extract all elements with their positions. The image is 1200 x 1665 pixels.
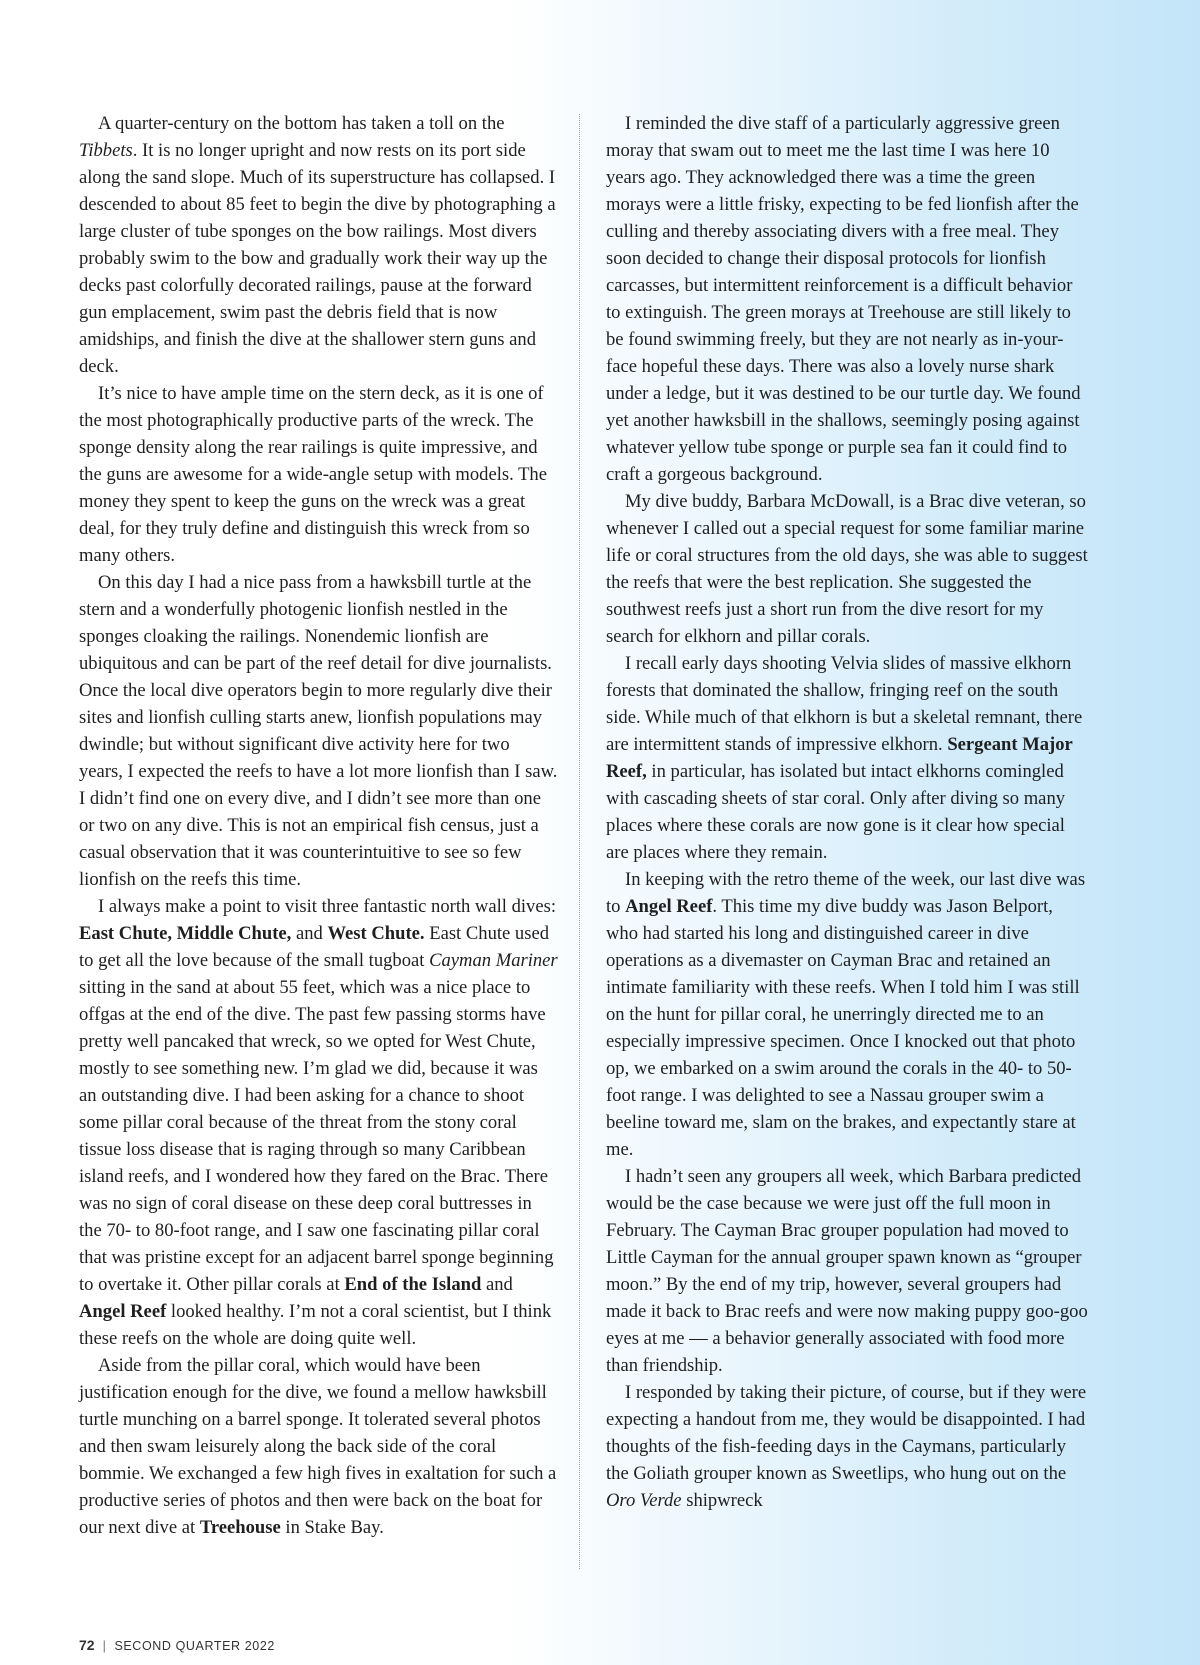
- paragraph: [79, 1352, 558, 1541]
- text: sitting in the sand at about 55 feet, which was a nice place to offgas at the end of the dive. The past few passing storms have pretty well pancaked that wreck, so we opted for West Chute, mostly to see something new. I’m glad we did, because it was an outstanding dive. I had been asking for a chance to shoot some pillar coral because of the threat from the stony coral tissue loss disease that is raging through so many Caribbean island reefs, and I wondered how they fared on the Brac. There was no sign of coral disease on these deep coral buttresses in the 70- to 80-foot range, and I saw one fascinating pillar coral that was pristine except for an adjacent barrel sponge beginning to overtake it. Other pillar corals at: [79, 977, 554, 1295]
- page-number: 72: [79, 1637, 95, 1653]
- dive-site-name: Sergeant Major Reef,: [606, 734, 1073, 782]
- paragraph: [606, 1379, 1088, 1514]
- text: . This time my dive buddy was Jason Belport, who had started his long and distinguished career in dive operations as a divemaster on Cayman Brac and retained an intimate familiarity with these reefs. When I told him I was still on the hunt for pillar coral, he unerringly directed me to an especially impressive specimen. Once I knocked out that photo op, we embarked on a swim around the corals in the 40- to 50-foot range. I was delighted to see a Nassau grouper swim a beeline toward me, slam on the brakes, and expectantly stare at me.: [606, 896, 1080, 1160]
- text: in Stake Bay.: [280, 1517, 384, 1538]
- column-divider: [579, 114, 580, 1569]
- ship-name: Tibbets: [79, 140, 133, 161]
- paragraph: [79, 110, 558, 380]
- text: . It is no longer upright and now rests on its port side along the sand slope. Much of its superstructure has collapsed. I descended to about 85 feet to begin the dive by photographing a large cluster of tube sponges on the bow railings. Most divers probably swim to the bow and gradually work their way up the decks past colorfully decorated railings, pause at the forward gun emplacement, swim past the debris field that is now amidships, and finish the dive at the shallower stern guns and deck.: [79, 140, 556, 377]
- text: I recall early days shooting Velvia slides of massive elkhorn forests that dominated the shallow, fringing reef on the south side. While much of that elkhorn is but a skeletal remnant, there are intermittent stands of impressive elkhorn.: [606, 653, 1083, 755]
- ship-name: Oro Verde: [606, 1490, 682, 1511]
- paragraph: [79, 893, 558, 1352]
- dive-site-name: Angel Reef: [79, 1301, 167, 1322]
- text: Aside from the pillar coral, which would have been justification enough for the dive, we found a mellow hawksbill turtle munching on a barrel sponge. It tolerated several photos and then swam leisurely along the back side of the coral bommie. We exchanged a few high fives in exaltation for such a productive series of photos and then were back on the boat for our next dive at: [79, 1355, 557, 1538]
- text: In keeping with the retro theme of the week, our last dive was to: [606, 869, 1086, 917]
- text: A quarter-century on the bottom has taken a toll on the: [98, 113, 505, 134]
- page-footer: [79, 1637, 275, 1653]
- text: and: [291, 923, 328, 944]
- dive-site-name: End of the Island: [344, 1274, 482, 1295]
- text: shipwreck: [681, 1490, 763, 1511]
- dive-site-name: Treehouse: [199, 1517, 281, 1538]
- ship-name: Cayman Mariner: [429, 950, 558, 971]
- text: East Chute used to get all the love because of the small tugboat: [79, 923, 550, 971]
- paragraph: On this day I had a nice pass from a hawksbill turtle at the stern and a wonderfully photogenic lionfish nestled in the sponges cloaking the railings. Nonendemic lionfish are ubiquitous and can be part of the reef detail for dive journalists. Once the local dive operators begin to more regularly dive their sites and lionfish culling starts anew, lionfish populations may dwindle; but without significant dive activity here for two years, I expected the reefs to have a lot more lionfish than I saw. I didn’t find one on every dive, and I didn’t see more than one or two on any dive. This is not an empirical fish census, just a casual observation that it was counterintuitive to see so few lionfish on the reefs this time.: [79, 572, 558, 890]
- text: looked healthy. I’m not a coral scientist, but I think these reefs on the whole are doing quite well.: [79, 1301, 552, 1349]
- dive-site-name: Angel Reef: [625, 896, 713, 917]
- paragraph: I reminded the dive staff of a particularly aggressive green moray that swam out to meet me the last time I was here 10 years ago. They acknowledged there was a time the green morays were a little frisky, expecting to be fed lionfish after the culling and thereby associating divers with a free meal. They soon decided to change their disposal protocols for lionfish carcasses, but intermittent reinforcement is a difficult behavior to extinguish. The green morays at Treehouse are still likely to be found swimming freely, but they are not nearly as in-your-face hopeful these days. There was also a lovely nurse shark under a ledge, but it was destined to be our turtle day. We found yet another hawksbill in the shallows, seemingly posing against whatever yellow tube sponge or purple sea fan it could find to craft a gorgeous background.: [606, 113, 1081, 485]
- paragraph: [606, 650, 1088, 866]
- right-column: [606, 110, 1088, 1514]
- issue-label: SECOND QUARTER 2022: [114, 1639, 275, 1653]
- left-column: [79, 110, 558, 1541]
- paragraph: [606, 866, 1088, 1163]
- text: I always make a point to visit three fantastic north wall dives:: [98, 896, 557, 917]
- text: and: [481, 1274, 513, 1295]
- paragraph: My dive buddy, Barbara McDowall, is a Brac dive veteran, so whenever I called out a special request for some familiar marine life or coral structures from the old days, she was able to suggest the reefs that were the best replication. She suggested the southwest reefs just a short run from the dive resort for my search for elkhorn and pillar corals.: [606, 491, 1088, 647]
- text: I responded by taking their picture, of course, but if they were expecting a handout from me, they would be disappointed. I had thoughts of the fish-feeding days in the Caymans, particularly the Goliath grouper known as Sweetlips, who hung out on the: [606, 1382, 1087, 1484]
- footer-separator: |: [102, 1639, 107, 1653]
- text: in particular, has isolated but intact elkhorns comingled with cascading sheets of star coral. Only after diving so many places where these corals are now gone is it clear how special are places where they remain.: [606, 761, 1066, 863]
- paragraph: I hadn’t seen any groupers all week, which Barbara predicted would be the case because we were just off the full moon in February. The Cayman Brac grouper population had moved to Little Cayman for the annual grouper spawn known as “grouper moon.” By the end of my trip, however, several groupers had made it back to Brac reefs and were now making puppy goo-goo eyes at me — a behavior generally associated with food more than friendship.: [606, 1166, 1088, 1376]
- dive-site-name: West Chute.: [327, 923, 425, 944]
- paragraph: It’s nice to have ample time on the stern deck, as it is one of the most photographically productive parts of the wreck. The sponge density along the rear railings is quite impressive, and the guns are awesome for a wide-angle setup with models. The money they spent to keep the guns on the wreck was a great deal, for they truly define and distinguish this wreck from so many others.: [79, 383, 547, 566]
- dive-site-name: East Chute, Middle Chute,: [79, 923, 292, 944]
